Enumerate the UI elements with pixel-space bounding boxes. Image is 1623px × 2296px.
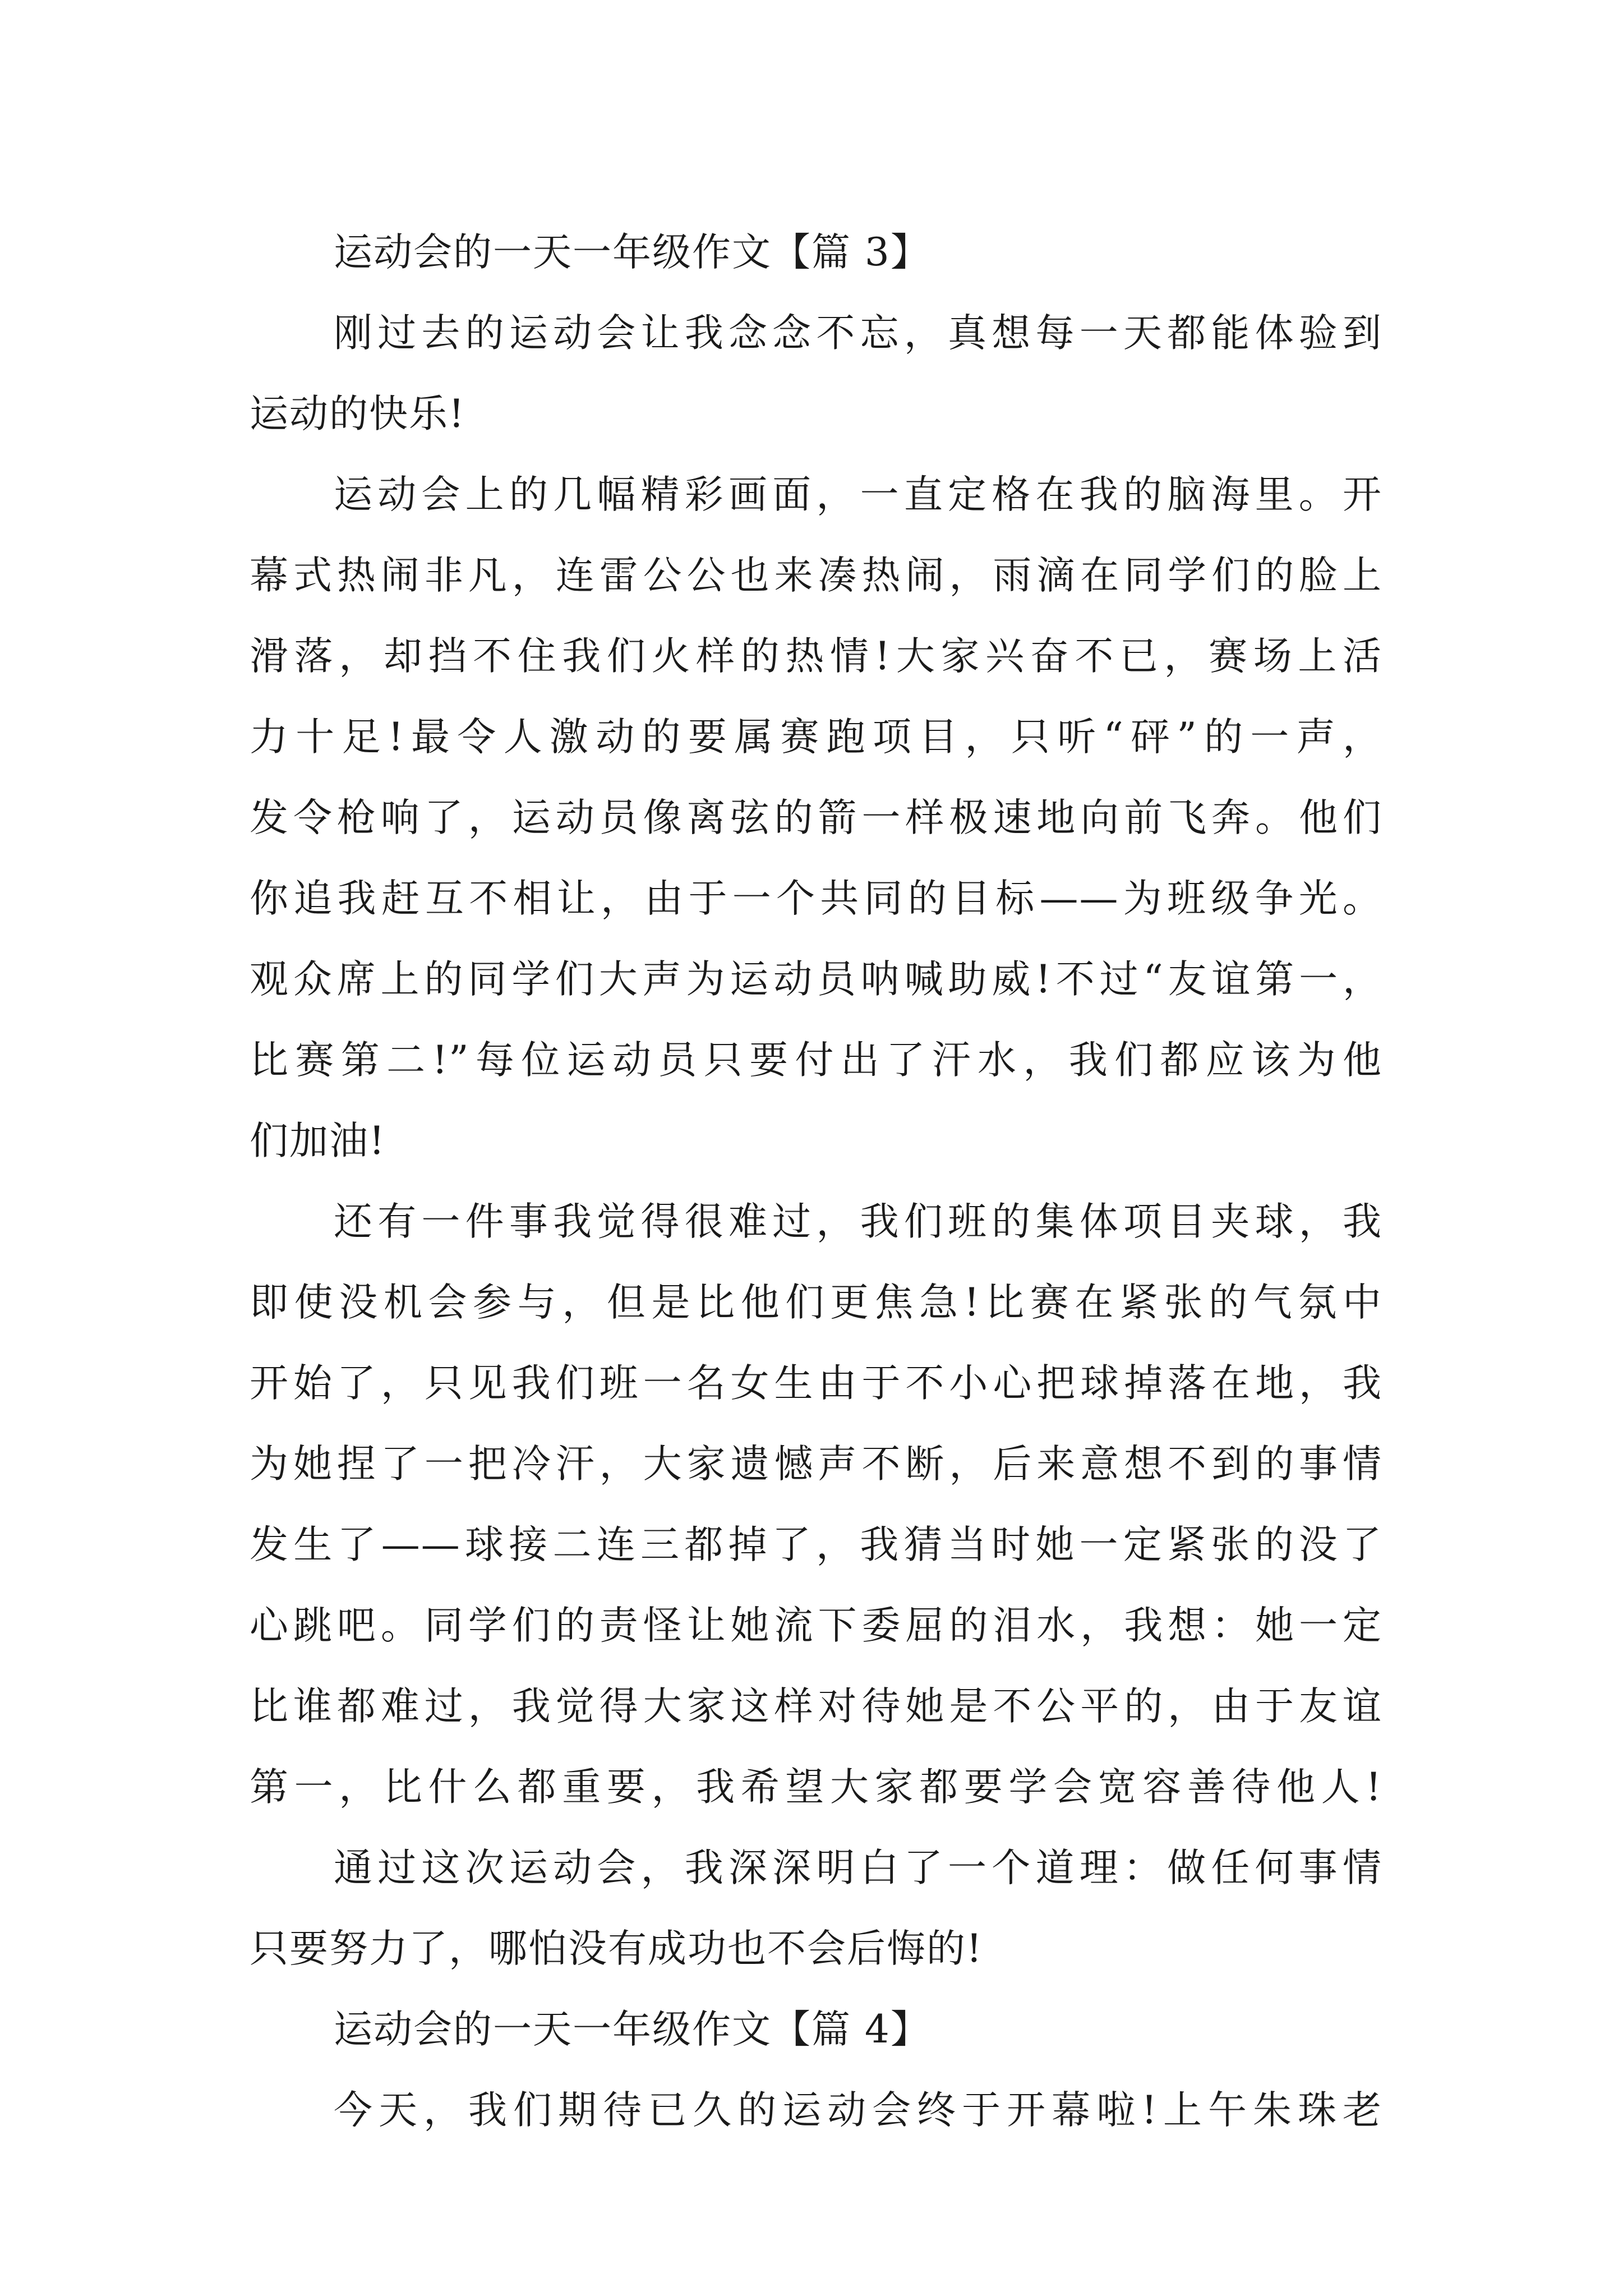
- text-line: 今天，我们期待已久的运动会终于开幕啦!上午朱珠老: [334, 2088, 1382, 2133]
- text-line: 第一，比什么都重要，我希望大家都要学会宽容善待他人!: [250, 1765, 1382, 1810]
- text-line: 开始了，只见我们班一名女生由于不小心把球掉落在地，我: [250, 1361, 1382, 1406]
- text-line: 刚过去的运动会让我念念不忘，真想每一天都能体验到: [334, 311, 1382, 356]
- text-line: 比赛第二!”每位运动员只要付出了汗水，我们都应该为他: [250, 1038, 1382, 1083]
- text-line: 运动会的一天一年级作文【篇 3】: [334, 230, 930, 275]
- text-line: 运动会的一天一年级作文【篇 4】: [334, 2007, 930, 2052]
- text-line: 还有一件事我觉得很难过，我们班的集体项目夹球，我: [334, 1199, 1382, 1244]
- text-line: 运动会上的几幅精彩画面，一直定格在我的脑海里。开: [334, 472, 1382, 517]
- text-line: 比谁都难过，我觉得大家这样对待她是不公平的，由于友谊: [250, 1684, 1382, 1729]
- text-line: 只要努力了，哪怕没有成功也不会后悔的!: [250, 1926, 983, 1971]
- text-line: 发生了——球接二连三都掉了，我猜当时她一定紧张的没了: [250, 1522, 1382, 1567]
- text-line: 即使没机会参与，但是比他们更焦急!比赛在紧张的气氛中: [250, 1280, 1382, 1325]
- text-line: 幕式热闹非凡，连雷公公也来凑热闹，雨滴在同学们的脸上: [250, 553, 1382, 598]
- text-line: 滑落，却挡不住我们火样的热情!大家兴奋不已，赛场上活: [250, 634, 1382, 679]
- text-line: 观众席上的同学们大声为运动员呐喊助威!不过“友谊第一，: [250, 957, 1382, 1002]
- text-line: 你追我赶互不相让，由于一个共同的目标——为班级争光。: [250, 876, 1382, 921]
- text-line: 运动的快乐!: [250, 392, 465, 436]
- text-line: 通过这次运动会，我深深明白了一个道理：做任何事情: [334, 1846, 1382, 1890]
- document-body: [250, 212, 1382, 2151]
- text-line: 心跳吧。同学们的责怪让她流下委屈的泪水，我想：她一定: [250, 1603, 1382, 1648]
- text-line: 们加油!: [250, 1119, 386, 1163]
- text-line: 力十足!最令人激动的要属赛跑项目，只听“砰”的一声，: [250, 715, 1382, 760]
- text-line: 发令枪响了，运动员像离弦的箭一样极速地向前飞奔。他们: [250, 795, 1382, 840]
- text-line: 为她捏了一把冷汗，大家遗憾声不断，后来意想不到的事情: [250, 1442, 1382, 1487]
